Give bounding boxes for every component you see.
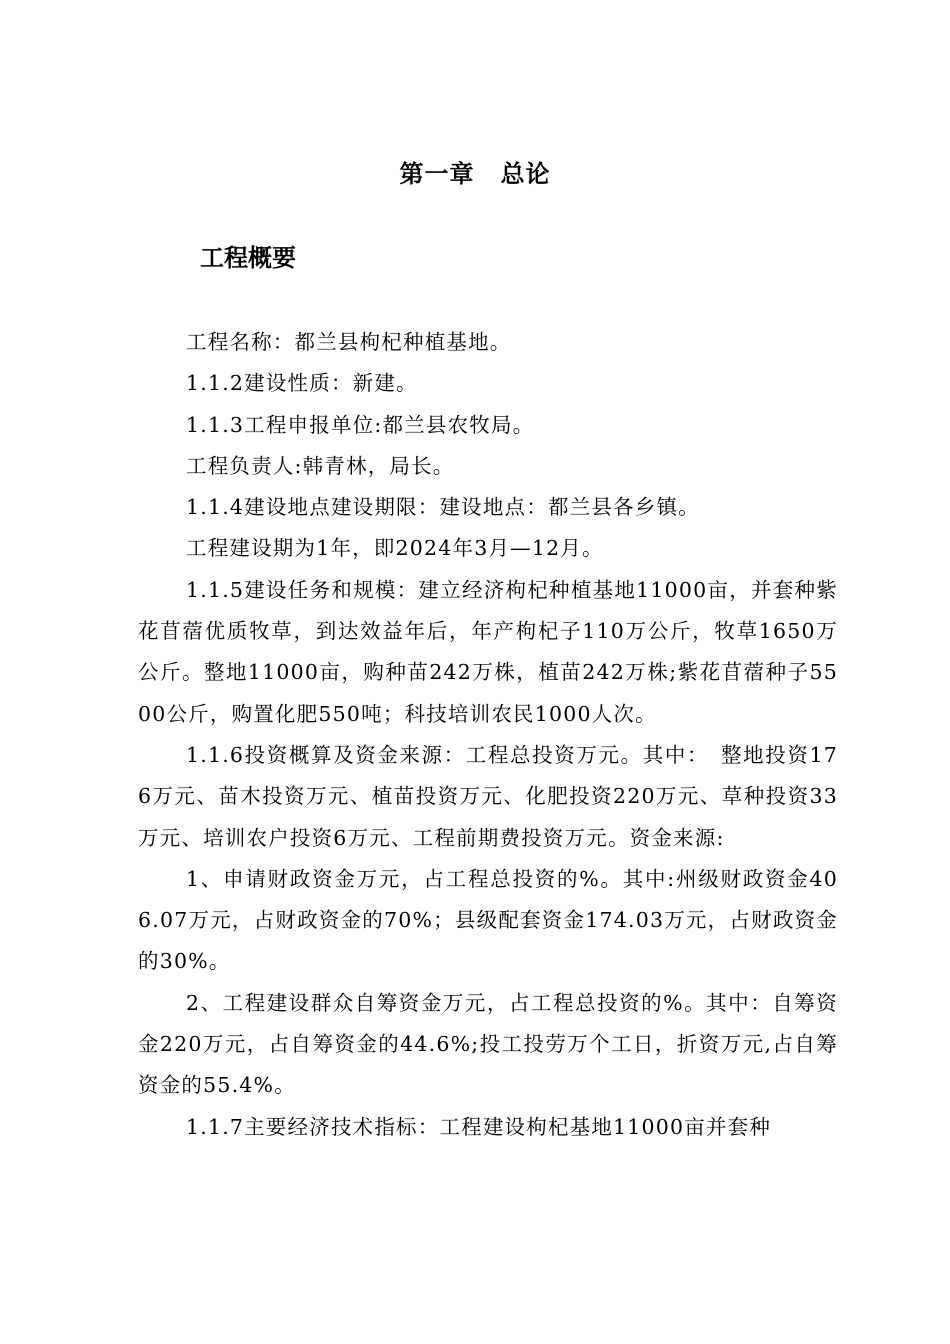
chapter-name: 总论: [500, 160, 551, 188]
paragraph-tasks-scale: 1.1.5建设任务和规模：建立经济枸杞种植基地11000亩，并套种紫花苜蓿优质牧草，到达效益年后，年产枸杞子110万公斤，牧草1650万公斤。整地11000亩，购种苗242万株，植苗242万株;紫花苜蓿种子5500公斤，购置化肥550吨；科技培训农民1000人次。: [138, 577, 838, 726]
paragraph-location: 1.1.4建设地点建设期限：建设地点：都兰县各乡镇。: [186, 495, 700, 520]
paragraph-applicant-unit: 1.1.3工程申报单位:都兰县农牧局。: [186, 412, 535, 437]
paragraph-investment: 1.1.6投资概算及资金来源：工程总投资万元。其中： 整地投资176万元、苗木投资万元、植苗投资万元、化肥投资220万元、草种投资33万元、培训农户投资6万元、工程前期费投资万元。资金来源:: [138, 742, 838, 850]
paragraph-project-name: 工程名称：都兰县枸杞种植基地。: [186, 330, 512, 354]
paragraph-technical-indicators: 1.1.7主要经济技术指标：工程建设枸杞基地11000亩并套种: [186, 1114, 772, 1139]
section-title: 工程概要: [200, 244, 296, 272]
paragraph-fiscal-funds: 1、申请财政资金万元，占工程总投资的%。其中:州级财政资金406.07万元，占财政资金的70%；县级配套资金174.03万元，占财政资金的30%。: [138, 866, 838, 974]
paragraph-self-raised-funds: 2、工程建设群众自筹资金万元，占工程总投资的%。其中：自筹资金220万元，占自筹资金的44.6%;投工投劳万个工日，折资万元,占自筹资金的55.4%。: [138, 990, 838, 1098]
paragraph-construction-nature: 1.1.2建设性质：新建。: [186, 371, 418, 396]
chapter-number: 第一章: [399, 160, 475, 188]
chapter-title: [0, 156, 950, 192]
paragraph-construction-period: 工程建设期为1年，即2024年3月—12月。: [186, 536, 604, 561]
body-text: [138, 322, 838, 1148]
paragraph-project-leader: 工程负责人:韩青林，局长。: [186, 453, 455, 478]
